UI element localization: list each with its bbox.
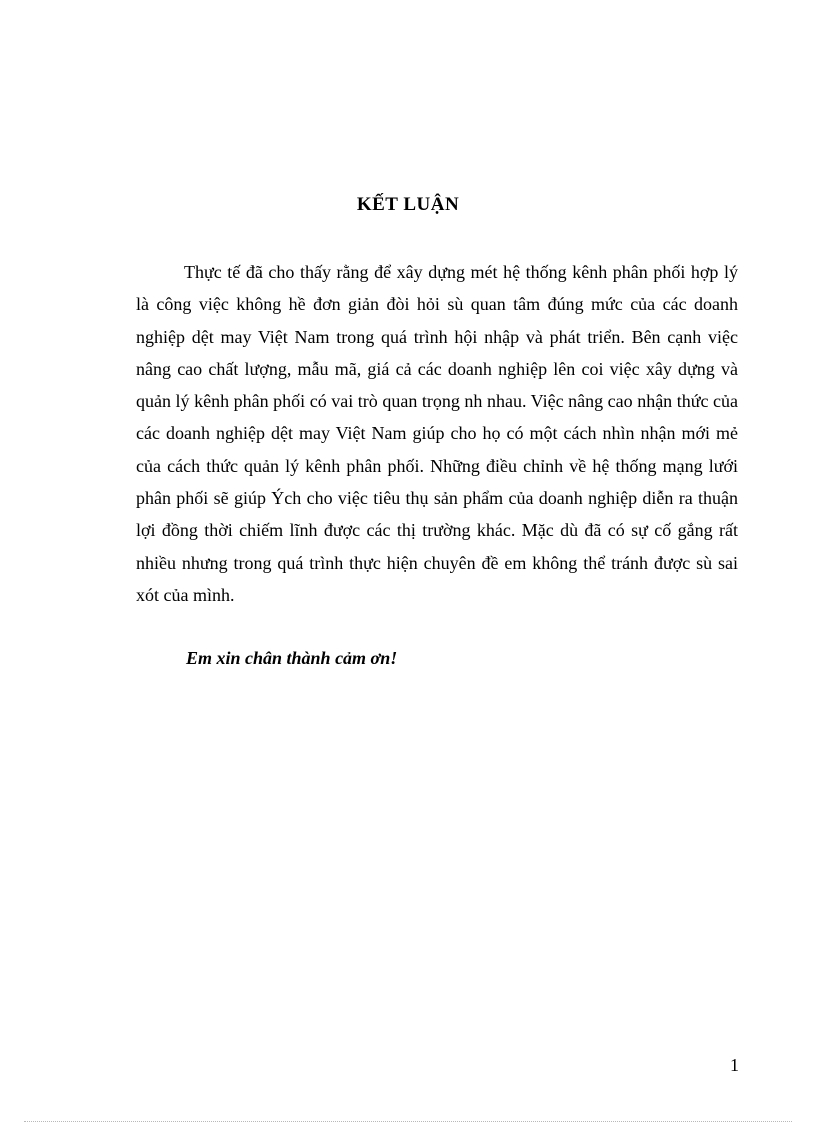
page-bottom-divider	[24, 1121, 792, 1122]
closing-thanks: Em xin chân thành cảm ơn!	[186, 648, 398, 668]
page-title: KẾT LUẬN	[356, 194, 460, 215]
page-number: 1	[730, 1055, 739, 1075]
conclusion-paragraph: Thực tế đã cho thấy rằng để xây dựng mét hệ thống kênh phân phối hợp lý là công việc không hề đơn giản đòi hỏi sù quan tâm đúng mức của các doanh nghiệp dệt may Việt Nam trong quá trình hội nhập và phát triển. Bên cạnh việc nâng cao chất lượng, mẫu mã, giá cả các doanh nghiệp lên coi việc xây dựng và quản lý kênh phân phối có vai trò quan trọng nh nhau. Việc nâng cao nhận thức của các doanh nghiệp dệt may Việt Nam giúp cho họ có một cách nhìn nhận mới mẻ của cách thức quản lý kênh phân phối. Những điều chỉnh về hệ thống mạng lưới phân phối sẽ giúp Ých cho việc tiêu thụ sản phẩm của doanh nghiệp diễn ra thuận lợi đồng thời chiếm lĩnh được các thị trường khác. Mặc dù đã có sự cố gắng rất nhiều nhưng trong quá trình thực hiện chuyên đề em không thể tránh được sù sai xót của mình.	[136, 262, 738, 605]
